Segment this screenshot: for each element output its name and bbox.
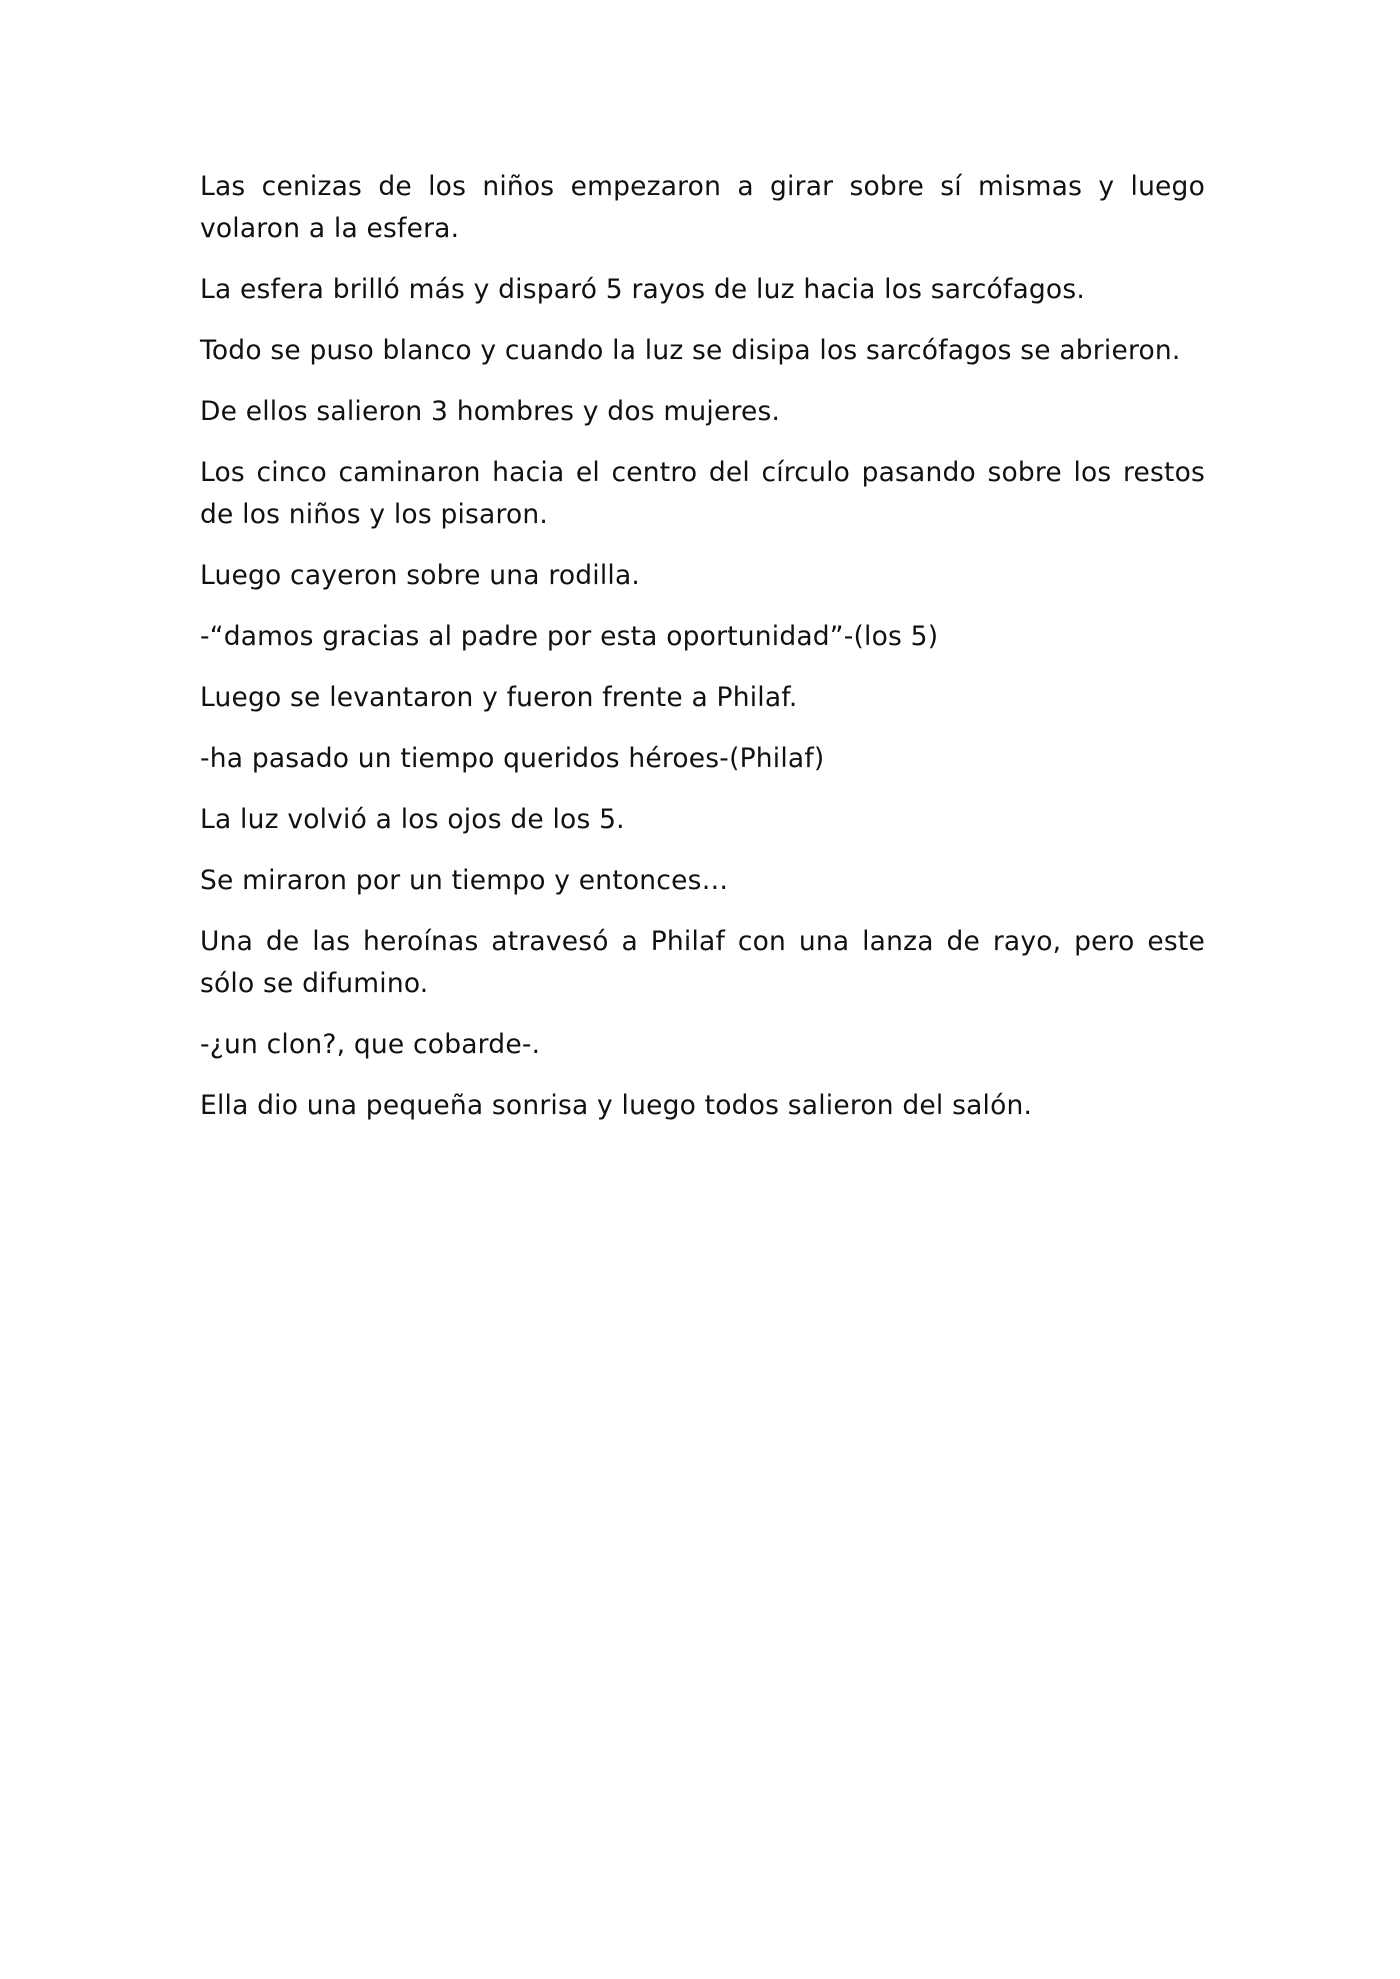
paragraph: Una de las heroínas atravesó a Philaf con una lanza de rayo, pero este sólo se difumino. bbox=[200, 926, 1205, 999]
paragraph: Luego cayeron sobre una rodilla. bbox=[200, 560, 641, 591]
paragraph: Se miraron por un tiempo y entonces… bbox=[200, 865, 729, 896]
dialogue-paragraph: -“damos gracias al padre por esta oportunidad”-(los 5) bbox=[200, 621, 939, 652]
paragraph: Ella dio una pequeña sonrisa y luego todos salieron del salón. bbox=[200, 1090, 1033, 1121]
paragraph: Los cinco caminaron hacia el centro del círculo pasando sobre los restos de los niños y los pisaron. bbox=[200, 457, 1205, 530]
paragraph: Todo se puso blanco y cuando la luz se disipa los sarcófagos se abrieron. bbox=[200, 335, 1181, 366]
dialogue-paragraph: -¿un clon?, que cobarde-. bbox=[200, 1029, 541, 1060]
paragraph: De ellos salieron 3 hombres y dos mujeres. bbox=[200, 396, 781, 427]
paragraph: La luz volvió a los ojos de los 5. bbox=[200, 804, 625, 835]
document-body bbox=[200, 166, 1205, 1146]
paragraph: Las cenizas de los niños empezaron a girar sobre sí mismas y luego volaron a la esfera. bbox=[200, 171, 1205, 244]
dialogue-paragraph: -ha pasado un tiempo queridos héroes-(Philaf) bbox=[200, 743, 825, 774]
paragraph: La esfera brilló más y disparó 5 rayos de luz hacia los sarcófagos. bbox=[200, 274, 1085, 305]
paragraph: Luego se levantaron y fueron frente a Philaf. bbox=[200, 682, 798, 713]
